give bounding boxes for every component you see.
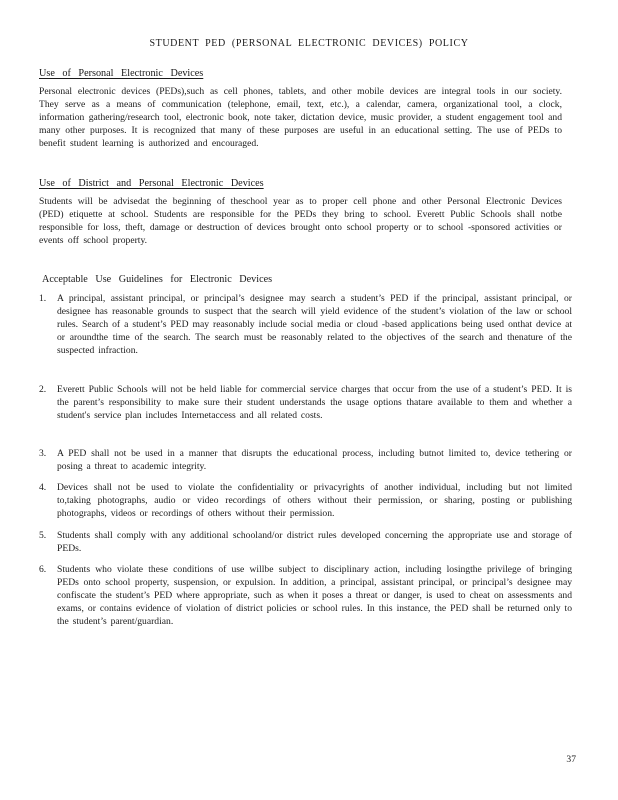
- list-item-text: Devices shall not be used to violate the confidentiality or privacyrights of another individual, including but not limited to,taking photographs, audio or video recordings of others without their permission, or sharing, posting or publishing photographs, videos or recordings of others without their permission.: [57, 482, 572, 520]
- guidelines-heading: Acceptable Use Guidelines for Electronic Devices: [42, 274, 273, 285]
- list-item-number: 6.: [39, 564, 47, 575]
- list-item-text: A principal, assistant principal, or principal’s designee may search a student’s PED if the principal, assistant principal, or designee has reasonable grounds to suspect that the search will yield evidence of the student’s violation of the law or school rules. Search of a student’s PED may reasonably include social media or cloud -based applications being used onthat device at or aroundthe time of the search. The search must be reasonably related to the objectives of the search and thenature of the suspected infraction.: [57, 293, 572, 357]
- list-item-number: 2.: [39, 384, 47, 395]
- page-number: 37: [566, 754, 576, 765]
- section-paragraph-personal-devices: Personal electronic devices (PEDs),such as cell phones, tablets, and other mobile devices are integral tools in our society. They serve as a means of communication (telephone, email, text, etc.), a calendar, camera, organizational tool, a clock, information gathering/research tool, electronic book, note taker, dictation device, music provider, a student engagement tool and many other purposes. It is recognized that many of these purposes are useful in an educational setting. The use of PEDs to benefit student learning is authorized and encouraged.: [39, 86, 562, 150]
- section-heading-district-devices: Use of District and Personal Electronic Devices: [39, 178, 264, 189]
- section-paragraph-district-devices: Students will be advisedat the beginning of theschool year as to proper cell phone and other Personal Electronic Devices (PED) etiquette at school. Students are responsible for the PEDs they bring to school. Everett Public Schools shall notbe responsible for loss, theft, damage or destruction of devices brought onto school property or to school -sponsored activities or events off school property.: [39, 196, 562, 247]
- list-item-number: 1.: [39, 293, 47, 304]
- list-item-number: 5.: [39, 530, 47, 541]
- list-item-text: A PED shall not be used in a manner that disrupts the educational process, including butnot limited to, device tethering or posing a threat to academic integrity.: [57, 448, 572, 473]
- list-item-text: Everett Public Schools will not be held liable for commercial service charges that occur from the use of a student’s PED. It is the parent’s responsibility to make sure their student understands the usage options thatare available to them and whether a student's service plan includes Internetaccess and all related costs.: [57, 384, 572, 422]
- list-item-number: 4.: [39, 482, 47, 493]
- list-item-text: Students shall comply with any additional schooland/or district rules developed concerning the appropriate use and storage of PEDs.: [57, 530, 572, 555]
- page-title: STUDENT PED (PERSONAL ELECTRONIC DEVICES) POLICY: [149, 38, 469, 49]
- list-item-number: 3.: [39, 448, 47, 459]
- list-item-text: Students who violate these conditions of use willbe subject to disciplinary action, including losingthe privilege of bringing PEDs onto school property, suspension, or expulsion. In addition, a principal, assistant principal, or principal’s designee may confiscate the student’s PED where appropriate, such as when it poses a threat or danger, is used to cheat on assessments and exams, or contains evidence of violation of district policies or school rules. In this instance, the PED shall be returned only to the student’s parent/guardian.: [57, 564, 572, 628]
- section-heading-personal-devices: Use of Personal Electronic Devices: [39, 68, 204, 79]
